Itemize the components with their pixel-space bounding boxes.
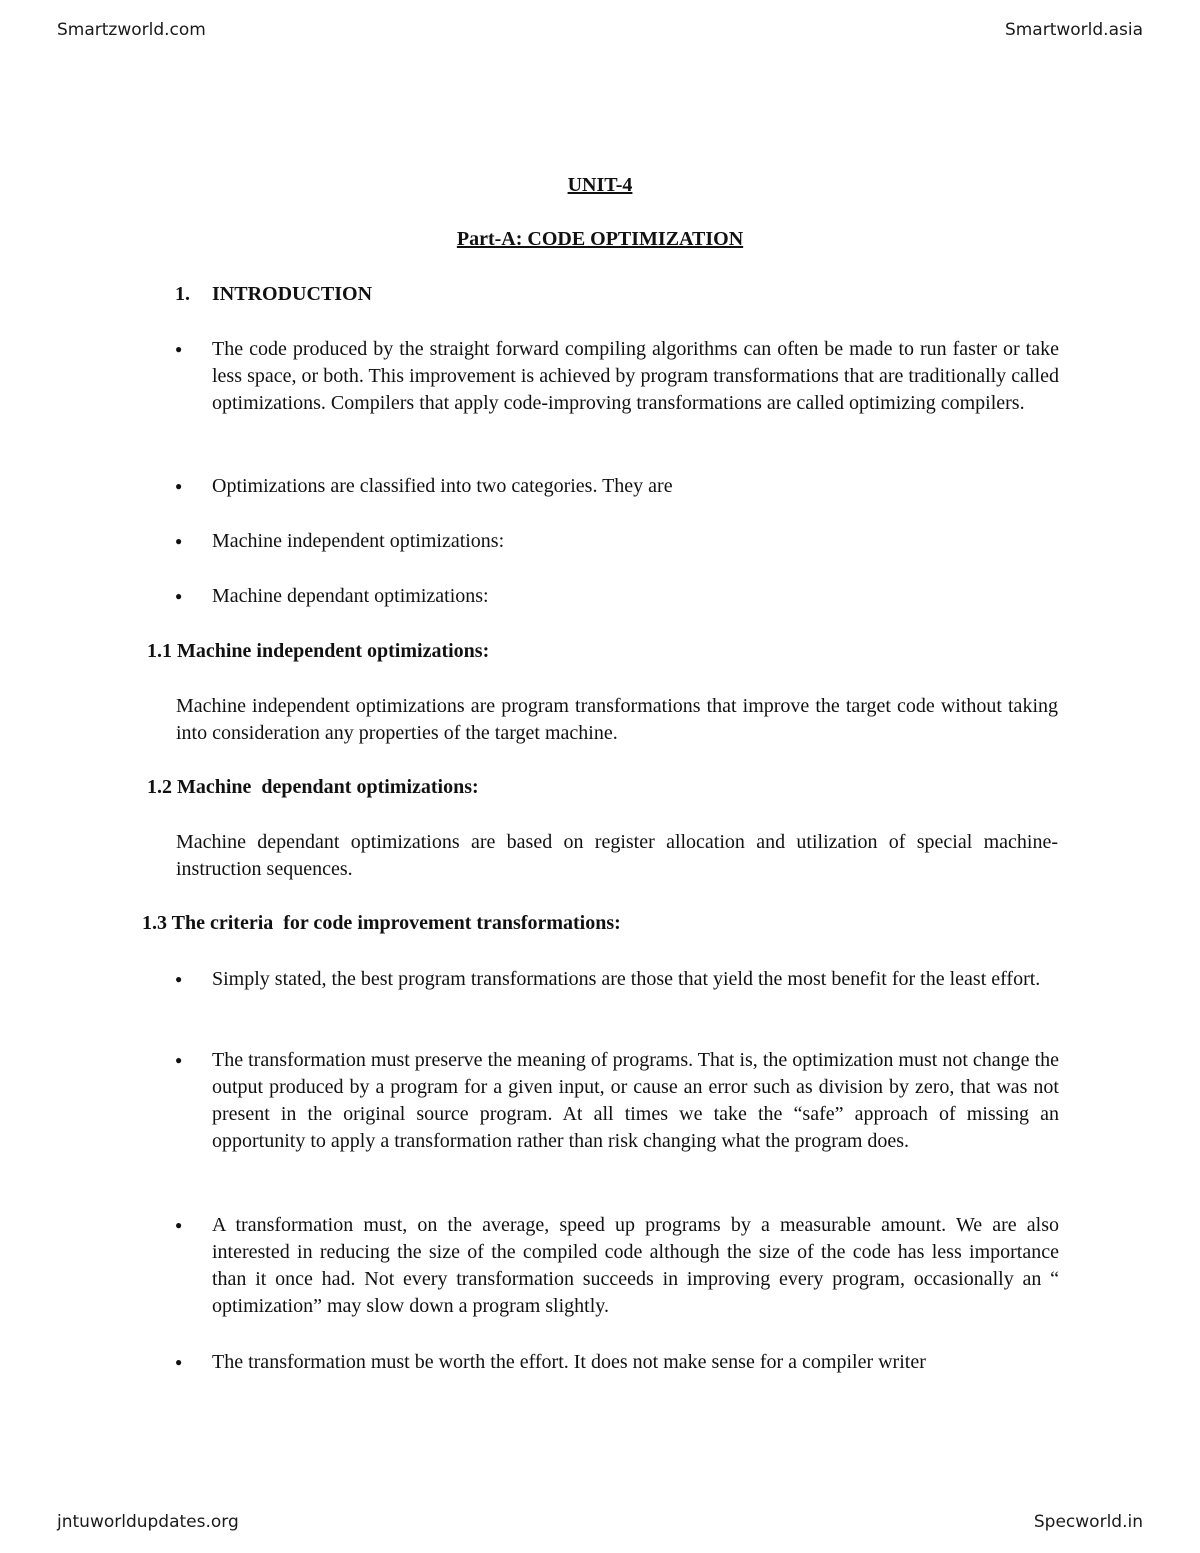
section-title: INTRODUCTION — [212, 283, 373, 305]
bullet-text: Simply stated, the best program transformations are those that yield the most benefit for the least effort. — [212, 968, 1041, 990]
criteria-bullet-2 — [175, 1047, 1059, 1155]
criteria-bullet-4 — [175, 1349, 1059, 1376]
criteria-bullet-3 — [175, 1212, 1059, 1320]
criteria-bullet-1 — [175, 966, 1059, 993]
header-right-watermark: Smartworld.asia — [1004, 20, 1143, 40]
subsection-heading-1-1: 1.1 Machine independent optimizations: — [147, 640, 490, 662]
intro-bullet-3 — [175, 528, 1059, 555]
subsection-heading-1-3: 1.3 The criteria for code improvement transformations: — [142, 912, 621, 934]
bullet-text: Optimizations are classified into two categories. They are — [212, 475, 673, 497]
bullet-text: Machine dependant optimizations: — [212, 585, 489, 607]
bullet-text: A transformation must, on the average, speed up programs by a measurable amount. We are also interested in reducing the size of the compiled code although the size of the code has less importance than it once had. Not every transformation succeeds in improving every program, occasionally an “ optimization” may slow down a program slightly. — [212, 1214, 1059, 1317]
part-title: Part-A: CODE OPTIMIZATION — [456, 228, 744, 250]
bullet-text: The transformation must preserve the meaning of programs. That is, the optimization must not change the output produced by a program for a given input, or cause an error such as division by zero, that was not present in the original source program. At all times we take the “safe” approach of missing an opportunity to apply a transformation rather than risk changing what the program does. — [212, 1049, 1059, 1152]
subsection-text-1-1: Machine independent optimizations are program transformations that improve the target code without taking into consideration any properties of the target machine. — [176, 695, 1058, 744]
section-number: 1. — [175, 283, 190, 305]
intro-bullet-2 — [175, 473, 1059, 500]
section-heading-introduction — [175, 281, 372, 308]
footer-left-watermark: jntuworldupdates.org — [57, 1512, 239, 1532]
unit-title: UNIT-4 — [567, 174, 633, 196]
header-left-watermark: Smartzworld.com — [57, 20, 206, 40]
footer-right-watermark: Specworld.in — [1033, 1512, 1143, 1532]
bullet-text: Machine independent optimizations: — [212, 530, 505, 552]
intro-bullet-4 — [175, 583, 1059, 610]
intro-bullet-1 — [175, 336, 1059, 417]
subsection-heading-1-2: 1.2 Machine dependant optimizations: — [147, 776, 479, 798]
bullet-text: The transformation must be worth the effort. It does not make sense for a compiler writer — [212, 1351, 926, 1373]
bullet-text: The code produced by the straight forward compiling algorithms can often be made to run faster or take less space, or both. This improvement is achieved by program transformations that are traditionally called optimizations. Compilers that apply code-improving transformations are called optimizing compilers. — [212, 338, 1059, 414]
subsection-text-1-2: Machine dependant optimizations are based on register allocation and utilization of special machine- instruction sequences. — [176, 831, 1058, 880]
